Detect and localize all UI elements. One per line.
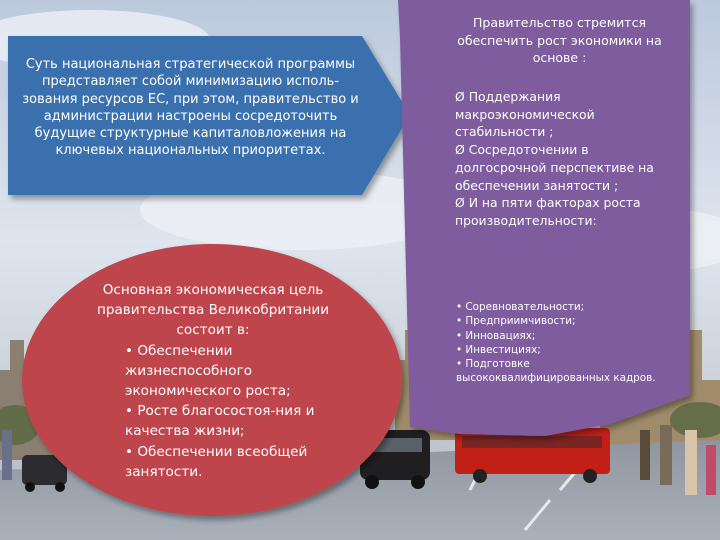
purple-dot-list: [456, 300, 671, 386]
arrow-item-3: Ø И на пяти факторах роста производительности:: [455, 195, 641, 228]
arrow-item-2: Ø Сосредоточении в долгосрочной перспективе на обеспечении занятости ;: [455, 142, 654, 193]
red-bullet-1: • Обеспечении жизнеспособного экономического роста;: [125, 342, 291, 400]
dot-item-2: • Предприимчивости;: [456, 315, 576, 328]
dot-item-5: • Подготовке высококвалифицированных кадров.: [456, 358, 656, 385]
red-bullet-3: • Обеспечении всеобщей занятости.: [125, 443, 308, 480]
purple-arrow-list: [455, 88, 670, 230]
purple-panel-heading: Правительство стремится обеспечить рост экономики на основе :: [457, 15, 662, 66]
dot-item-1: • Соревновательности;: [456, 301, 585, 313]
red-bullet-2: • Росте благосостоя-ния и качества жизни;: [125, 403, 315, 440]
red-callout-intro: Основная экономическая цель правительства Великобритании состоит в:: [96, 282, 330, 339]
dot-item-3: • Инновациях;: [456, 329, 536, 342]
dot-item-4: • Инвестициях;: [456, 343, 541, 356]
blue-callout-text: Суть национальная стратегической программы представляет собой минимизацию исполь-зования ресурсов ЕС, при этом, правительство и администрации настроены сосредоточить будущие структурные капиталовложения на ключевых национальных приоритетах.: [22, 57, 359, 159]
arrow-item-1: Ø Поддержания макроэкономической стабильности ;: [455, 89, 595, 140]
red-callout: [78, 280, 348, 482]
